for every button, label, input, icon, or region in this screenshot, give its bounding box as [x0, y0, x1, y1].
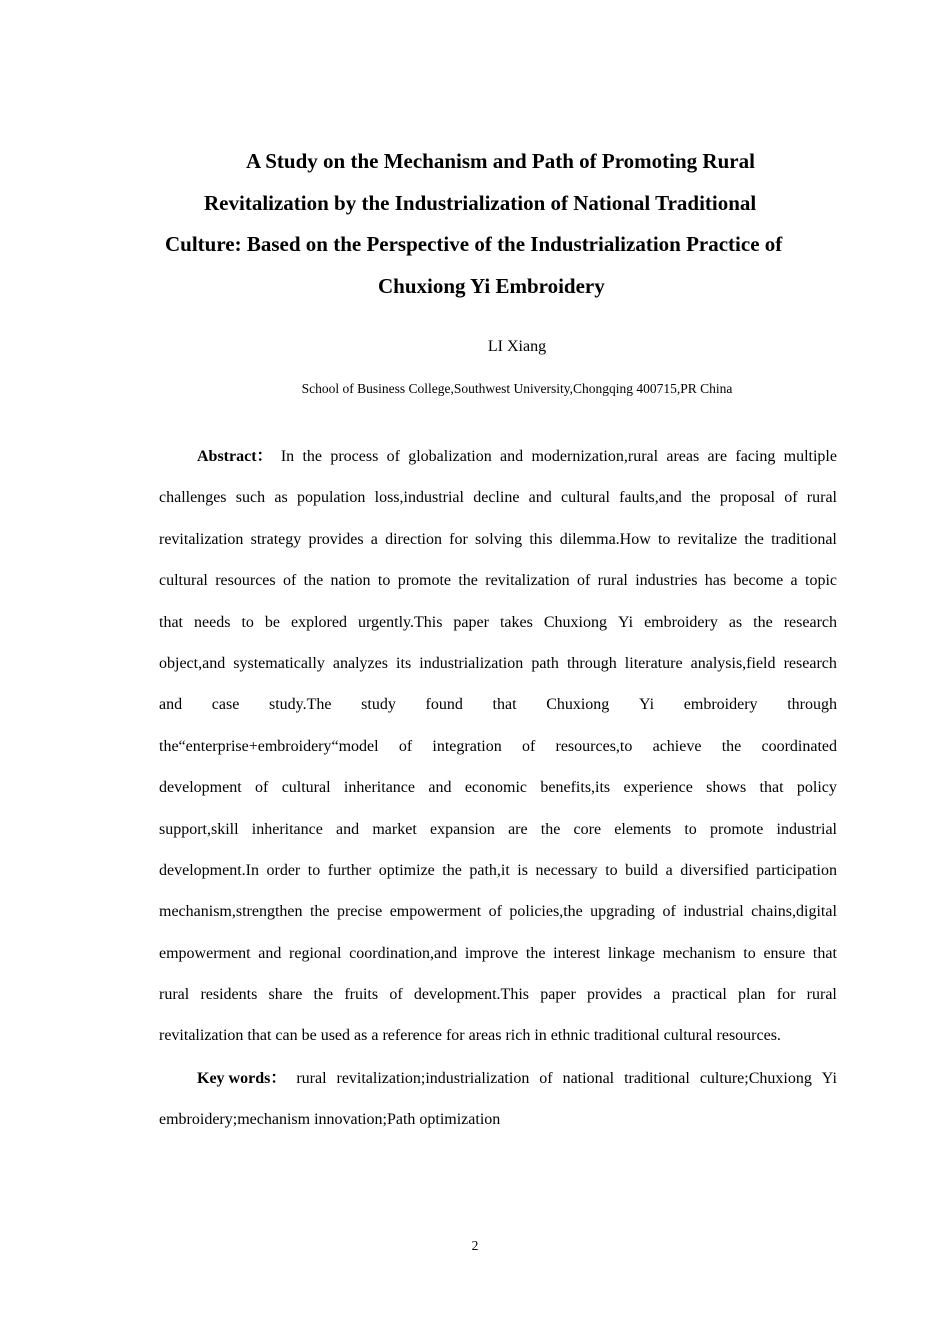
word: to [743, 944, 756, 962]
word: rural [296, 1070, 327, 1087]
word: the [313, 986, 334, 1004]
word: paper [540, 986, 576, 1004]
word: market [372, 820, 417, 838]
word: direction [385, 530, 442, 548]
word: study [361, 696, 396, 714]
word: for [776, 986, 796, 1004]
word: and [159, 696, 183, 714]
word: modernization,rural [531, 448, 659, 465]
word: Yi [638, 696, 655, 714]
word: proposal [719, 489, 775, 507]
word: to [657, 530, 671, 548]
word: development.In [159, 861, 259, 879]
word: industrialization [419, 654, 524, 672]
word: promote [397, 572, 452, 590]
keywords-line: embroidery;mechanism innovation;Path optimization [159, 1111, 501, 1129]
word: provides [308, 530, 364, 548]
word: participation [756, 861, 837, 879]
word: the [442, 861, 462, 879]
word: rural [159, 986, 190, 1004]
word: residents [200, 986, 258, 1004]
word: analysis,field [690, 654, 776, 672]
word: this [529, 530, 553, 548]
word: paper [453, 613, 489, 631]
word: precise [336, 903, 383, 921]
word: order [266, 861, 301, 879]
word: further [327, 861, 372, 879]
word: of [539, 1070, 553, 1087]
word: that [492, 696, 517, 714]
abstract-line [159, 767, 837, 808]
word: are [508, 820, 528, 838]
word: of [389, 986, 403, 1004]
word: dilemma.How [559, 530, 651, 548]
word: systematically [233, 654, 325, 672]
abstract-line [159, 560, 837, 601]
word: and [528, 489, 552, 507]
word: case [211, 696, 240, 714]
word: the [458, 572, 478, 590]
word: industrial [683, 903, 744, 921]
word: industries [635, 572, 698, 590]
word: regional [289, 944, 342, 962]
word: of [662, 903, 676, 921]
word: policy [796, 779, 837, 797]
word: linkage [607, 944, 656, 962]
word: the [525, 944, 546, 962]
word: study.The [268, 696, 332, 714]
word: has [704, 572, 727, 590]
word: integration [432, 737, 502, 755]
word: share [268, 986, 303, 1004]
abstract-line [159, 974, 837, 1015]
word: practical [671, 986, 727, 1004]
word: its [396, 654, 412, 672]
author-name: LI Xiang [487, 338, 547, 355]
word: rural [806, 986, 837, 1004]
word: embroidery [683, 696, 758, 714]
word: cultural [561, 489, 610, 507]
abstract-line [159, 891, 837, 932]
word: revitalization [159, 530, 244, 548]
word: of [255, 779, 269, 797]
abstract-line [159, 477, 837, 518]
word: that [159, 613, 183, 631]
author-affiliation: School of Business College,Southwest University,Chongqing 400715,PR China [301, 381, 733, 396]
word: traditional [624, 1070, 690, 1087]
word: revitalization;industrialization [336, 1070, 530, 1087]
word: cultural [281, 779, 331, 797]
word: analyzes [332, 654, 388, 672]
abstract-line [159, 643, 837, 684]
word: inheritance [343, 779, 415, 797]
word: of [386, 448, 400, 465]
abstract-line [159, 726, 837, 767]
title-line: Culture: Based on the Perspective of the Industrialization Practice of [165, 232, 783, 256]
word: a [790, 572, 798, 590]
word: development.This [413, 986, 529, 1004]
word: be [264, 613, 280, 631]
word: mechanism [662, 944, 736, 962]
word: as [274, 489, 288, 507]
word: that [759, 779, 784, 797]
word: of [488, 903, 502, 921]
word: become [733, 572, 784, 590]
title-line: A Study on the Mechanism and Path of Promoting Rural [246, 149, 755, 173]
word: urgently.This [357, 613, 443, 631]
word: economic [464, 779, 528, 797]
word: policies,the [509, 903, 583, 921]
word: literature [624, 654, 683, 672]
abstract-line [159, 933, 837, 974]
word: decline [473, 489, 520, 507]
word: interest [553, 944, 601, 962]
word: Yi [617, 613, 634, 631]
word: embroidery [644, 613, 718, 631]
word: the [540, 820, 561, 838]
word: industrial [776, 820, 837, 838]
word: of [521, 737, 536, 755]
word: the [691, 489, 711, 507]
word: expansion [429, 820, 495, 838]
word: nation [330, 572, 371, 590]
abstract-line [159, 436, 837, 477]
word: and [428, 779, 452, 797]
abstract-line [159, 809, 837, 850]
word: support,skill [159, 820, 239, 838]
title-line: Chuxiong Yi Embroidery [378, 273, 605, 298]
word: the [303, 572, 324, 590]
word: build [625, 861, 659, 879]
keywords-section [159, 1058, 837, 1141]
word: takes [499, 613, 533, 631]
word: revitalize [677, 530, 738, 548]
word: research [783, 654, 837, 672]
word: upgrading [590, 903, 656, 921]
word: of [282, 572, 297, 590]
section-label: Abstract： [197, 448, 273, 465]
word: a [370, 530, 378, 548]
word: necessary [535, 861, 598, 879]
word: multiple [783, 448, 837, 465]
page-number: 2 [471, 1238, 479, 1253]
word: topic [805, 572, 837, 590]
word: explored [291, 613, 347, 631]
word: to [307, 861, 321, 879]
word: the [721, 737, 742, 755]
word: rural [806, 489, 837, 507]
word: traditional [771, 530, 837, 548]
word: to [377, 572, 391, 590]
word: fruits [344, 986, 379, 1004]
word: to [684, 820, 697, 838]
word: chains,digital [751, 903, 837, 921]
word: path [531, 654, 559, 672]
word: elements [614, 820, 672, 838]
word: of [577, 572, 591, 590]
word: the [744, 530, 764, 548]
word: such [235, 489, 266, 507]
word: challenges [159, 489, 227, 507]
word: In [280, 448, 295, 465]
word: facing [735, 448, 776, 465]
word: improve [464, 944, 519, 962]
word: to [241, 613, 254, 631]
word: to [605, 861, 618, 879]
word: Chuxiong [543, 613, 607, 631]
word: promote [710, 820, 764, 838]
word: of [784, 489, 798, 507]
word: are [707, 448, 728, 465]
abstract-line: revitalization that can be used as a reference for areas rich in ethnic traditional cultural resources. [159, 1027, 781, 1045]
word: and [500, 448, 524, 465]
word: is [517, 861, 528, 879]
word: areas [666, 448, 700, 465]
word: empowerment [159, 944, 251, 962]
word: population [296, 489, 366, 507]
word: national [562, 1070, 615, 1087]
word: resources [215, 572, 276, 590]
word: experience [623, 779, 693, 797]
word: culture;Chuxiong [699, 1070, 812, 1087]
abstract-line [159, 519, 837, 560]
abstract-line [159, 602, 837, 643]
word: needs [194, 613, 231, 631]
word: empowerment [389, 903, 482, 921]
word: of [398, 737, 413, 755]
word: diversified [680, 861, 749, 879]
keywords-line [159, 1058, 837, 1099]
word: through [787, 696, 837, 714]
word: faults,and [619, 489, 682, 507]
abstract-section [159, 436, 837, 1057]
paper-title [150, 141, 850, 307]
word: solving [475, 530, 523, 548]
word: resources,to [555, 737, 633, 755]
word: and [336, 820, 360, 838]
word: loss,industrial [374, 489, 464, 507]
word: a [665, 861, 673, 879]
word: achieve [652, 737, 702, 755]
word: and [258, 944, 282, 962]
word: cultural [159, 572, 208, 590]
word: strategy [250, 530, 302, 548]
word: the [302, 448, 323, 465]
word: that [812, 944, 837, 962]
word: coordination,and [349, 944, 458, 962]
word: object,and [159, 654, 226, 672]
word: core [573, 820, 602, 838]
word: Yi [821, 1070, 837, 1087]
word: research [783, 613, 837, 631]
word: Chuxiong [546, 696, 610, 714]
word: rural [597, 572, 628, 590]
word: coordinated [761, 737, 837, 755]
word: the [309, 903, 330, 921]
word: globalization [408, 448, 492, 465]
word: benefits,its [540, 779, 611, 797]
word: shows [706, 779, 747, 797]
word: path,it [469, 861, 510, 879]
word: for [449, 530, 468, 548]
word: revitalization [485, 572, 570, 590]
abstract-line [159, 684, 837, 725]
title-line: Revitalization by the Industrialization of National Traditional [204, 190, 757, 215]
word: a [653, 986, 661, 1004]
word: ensure [763, 944, 806, 962]
word: mechanism,strengthen [159, 903, 303, 921]
word: inheritance [251, 820, 323, 838]
section-label: Key words： [197, 1070, 287, 1087]
abstract-line [159, 850, 837, 891]
word: the“enterprise+embroidery“model [159, 737, 379, 755]
word: as [728, 613, 743, 631]
word: development [159, 779, 242, 797]
word: the [753, 613, 773, 631]
word: optimize [378, 861, 435, 879]
word: plan [738, 986, 766, 1004]
word: process [330, 448, 379, 465]
word: through [566, 654, 617, 672]
word: found [425, 696, 463, 714]
word: provides [587, 986, 643, 1004]
